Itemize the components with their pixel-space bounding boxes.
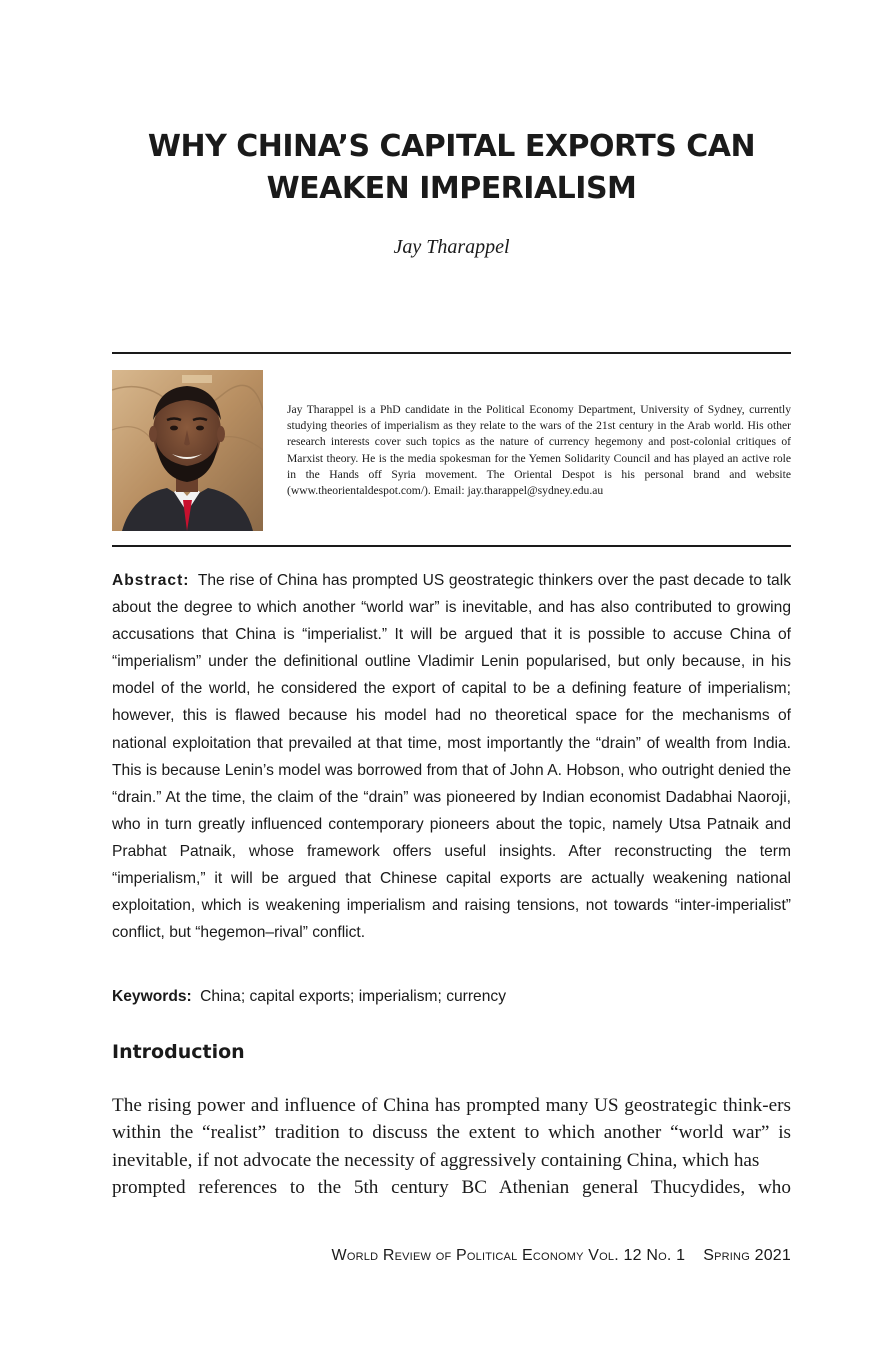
introduction-paragraph: The rising power and influence of China has prompted many US geostrategic think-ers within the “realist” tradition to discuss the extent to which another “world war” is inevitable, if not advocate the necessity of aggressively containing China, which has <box>112 1095 791 1171</box>
footer-issue: Spring 2021 <box>703 1247 791 1264</box>
keywords-text: China; capital exports; imperialism; currency <box>200 988 506 1005</box>
author-bio: Jay Tharappel is a PhD candidate in the Political Economy Department, University of Sydney, currently studying theories of imperialism as they relate to the wars of the 21st century in the Arab world. His other research interests cover such topics as the nature of currency hegemony and post-colonial critiques of Marxist theory. He is the media spokesman for the Yemen Solidarity Council and has played an active role in the Hands off Syria movement. The Oriental Despot is his personal brand and website (www.theorientaldespot.com/). Email: jay.tharappel@sydney.edu.au <box>287 403 791 498</box>
abstract-label: Abstract: <box>112 572 190 589</box>
introduction-text <box>112 1092 791 1202</box>
keywords <box>112 985 791 1009</box>
author-name: Jay Tharappel <box>393 236 510 258</box>
running-footer <box>332 1247 791 1265</box>
bio-bottom-rule <box>112 545 791 547</box>
abstract-text: The rise of China has prompted US geostrategic thinkers over the past decade to talk about the degree to which another “world war” is inevitable, and has also contributed to growing accusations that China is “imperialist.” It will be argued that it is possible to accuse China of “imperialism” under the definitional outline Vladimir Lenin popularised, but only because, in his model of the world, he considered the export of capital to be a defining feature of imperialism; however, this is flawed because his model had no theoretical space for the mechanisms of national exploitation that prevailed at that time, most importantly the “drain” of wealth from India. This is because Lenin’s model was borrowed from that of John A. Hobson, who outright denied the “drain.” At the time, the claim of the “drain” was pioneered by Indian economist Dadabhai Naoroji, who in turn greatly influenced contemporary pioneers about the topic, namely Utsa Patnaik and Prabhat Patnaik, whose framework offers useful insights. After reconstructing the term “imperialism,” it will be argued that Chinese capital exports are actually weakening national exploitation, which is weakening imperialism and raising tensions, not towards “inter-imperialist” conflict, but “hegemon–rival” conflict. <box>112 572 791 942</box>
footer-journal: World Review of Political Economy Vol. 12 No. 1 <box>331 1247 686 1264</box>
section-heading-introduction: Introduction <box>112 1041 245 1063</box>
keywords-label: Keywords: <box>112 988 192 1005</box>
author-portrait-icon <box>112 370 263 531</box>
title-line-1: WHY CHINA’S CAPITAL EXPORTS CAN <box>147 129 756 164</box>
title-line-2: WEAKEN IMPERIALISM <box>266 171 637 206</box>
article-title <box>112 126 791 210</box>
bio-top-rule <box>112 352 791 354</box>
abstract <box>112 567 791 946</box>
author-photo <box>112 370 263 531</box>
introduction-last-line: prompted references to the 5th century BC Athenian general Thucydides, who <box>112 1177 791 1199</box>
